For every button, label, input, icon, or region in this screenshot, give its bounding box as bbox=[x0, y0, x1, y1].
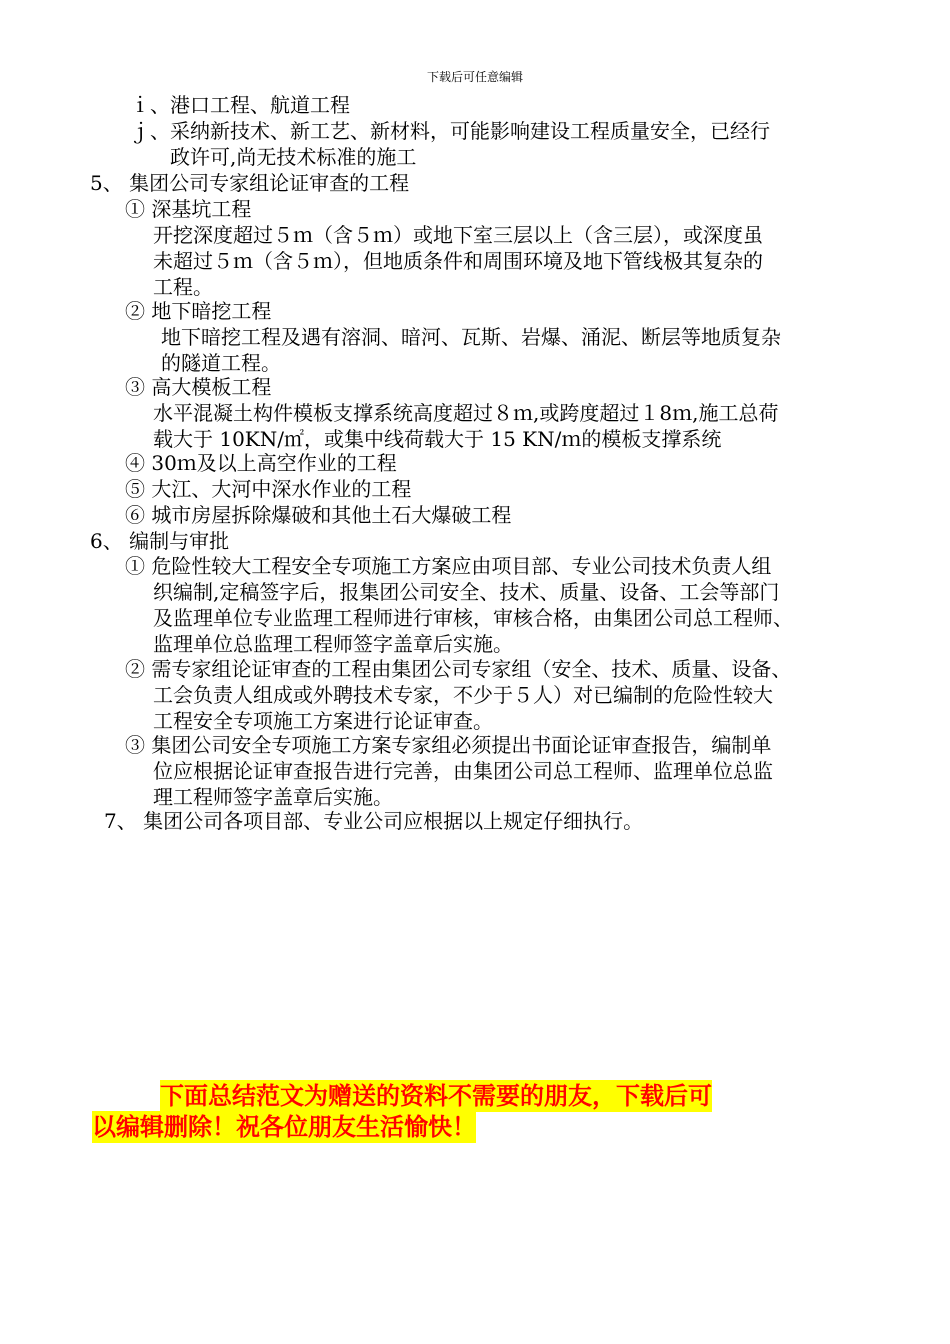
item-2-line1: 地下暗挖工程及遇有溶洞、暗河、瓦斯、岩爆、涌泥、断层等地质复杂 bbox=[161, 325, 781, 349]
item-2-title: ② 地下暗挖工程 bbox=[125, 299, 272, 323]
approval-2-line2: 工会负责人组成或外聘技术专家，不少于５人）对已编制的危险性较大 bbox=[153, 683, 773, 707]
approval-3-line2: 位应根据论证审查报告进行完善，由集团公司总工程师、监理单位总监 bbox=[153, 759, 773, 783]
item-1-line2: 未超过５ｍ（含５ｍ），但地质条件和周围环境及地下管线极其复杂的 bbox=[153, 249, 763, 273]
promo-banner-line1: 下面总结范文为赠送的资料不需要的朋友，下载后可 bbox=[160, 1081, 712, 1110]
approval-3-line1: ③ 集团公司安全专项施工方案专家组必须提出书面论证审查报告，编制单 bbox=[125, 733, 772, 757]
item-3-line2: 载大于 10KN/㎡，或集中线荷载大于 15 KN/ｍ的模板支撑系统 bbox=[153, 427, 722, 451]
item-6: ⑥ 城市房屋拆除爆破和其他土石大爆破工程 bbox=[125, 503, 512, 527]
approval-1-line3: 及监理单位专业监理工程师进行审核，审核合格，由集团公司总工程师、 bbox=[153, 606, 793, 630]
promo-banner-line2: 以编辑删除！祝各位朋友生活愉快！ bbox=[92, 1112, 476, 1141]
section-7: 7、 集团公司各项目部、专业公司应根据以上规定仔细执行。 bbox=[104, 809, 644, 833]
item-j-line1: ｊ、采纳新技术、新工艺、新材料，可能影响建设工程质量安全，已经行 bbox=[130, 119, 770, 143]
approval-1-line2: 织编制,定稿签字后，报集团公司安全、技术、质量、设备、工会等部门 bbox=[153, 580, 780, 604]
item-i: ｉ、港口工程、航道工程 bbox=[130, 93, 350, 117]
item-4: ④ 30ｍ及以上高空作业的工程 bbox=[125, 451, 397, 475]
approval-3-line3: 理工程师签字盖章后实施。 bbox=[153, 785, 393, 809]
item-3-title: ③ 高大模板工程 bbox=[125, 375, 272, 399]
item-1-line1: 开挖深度超过５ｍ（含５ｍ）或地下室三层以上（含三层），或深度虽 bbox=[153, 223, 763, 247]
approval-1-line4: 监理单位总监理工程师签字盖章后实施。 bbox=[153, 632, 513, 656]
item-j-line2: 政许可,尚无技术标准的施工 bbox=[170, 145, 417, 169]
page-header: 下载后可任意编辑 bbox=[426, 70, 523, 84]
approval-1-line1: ① 危险性较大工程安全专项施工方案应由项目部、专业公司技术负责人组 bbox=[125, 554, 772, 578]
approval-2-line3: 工程安全专项施工方案进行论证审查。 bbox=[153, 709, 493, 733]
item-2-line2: 的隧道工程。 bbox=[161, 351, 281, 375]
item-5: ⑤ 大江、大河中深水作业的工程 bbox=[125, 477, 412, 501]
item-1-line3: 工程。 bbox=[153, 275, 213, 299]
section-5-heading: 5、 集团公司专家组论证审查的工程 bbox=[90, 171, 410, 195]
approval-2-line1: ② 需专家组论证审查的工程由集团公司专家组（安全、技术、质量、设备、 bbox=[125, 657, 792, 681]
item-3-line1: 水平混凝土构件模板支撑系统高度超过８ｍ,或跨度超过１8ｍ,施工总荷 bbox=[153, 401, 779, 425]
section-6-heading: 6、 编制与审批 bbox=[90, 529, 230, 553]
item-1-title: ① 深基坑工程 bbox=[125, 197, 252, 221]
